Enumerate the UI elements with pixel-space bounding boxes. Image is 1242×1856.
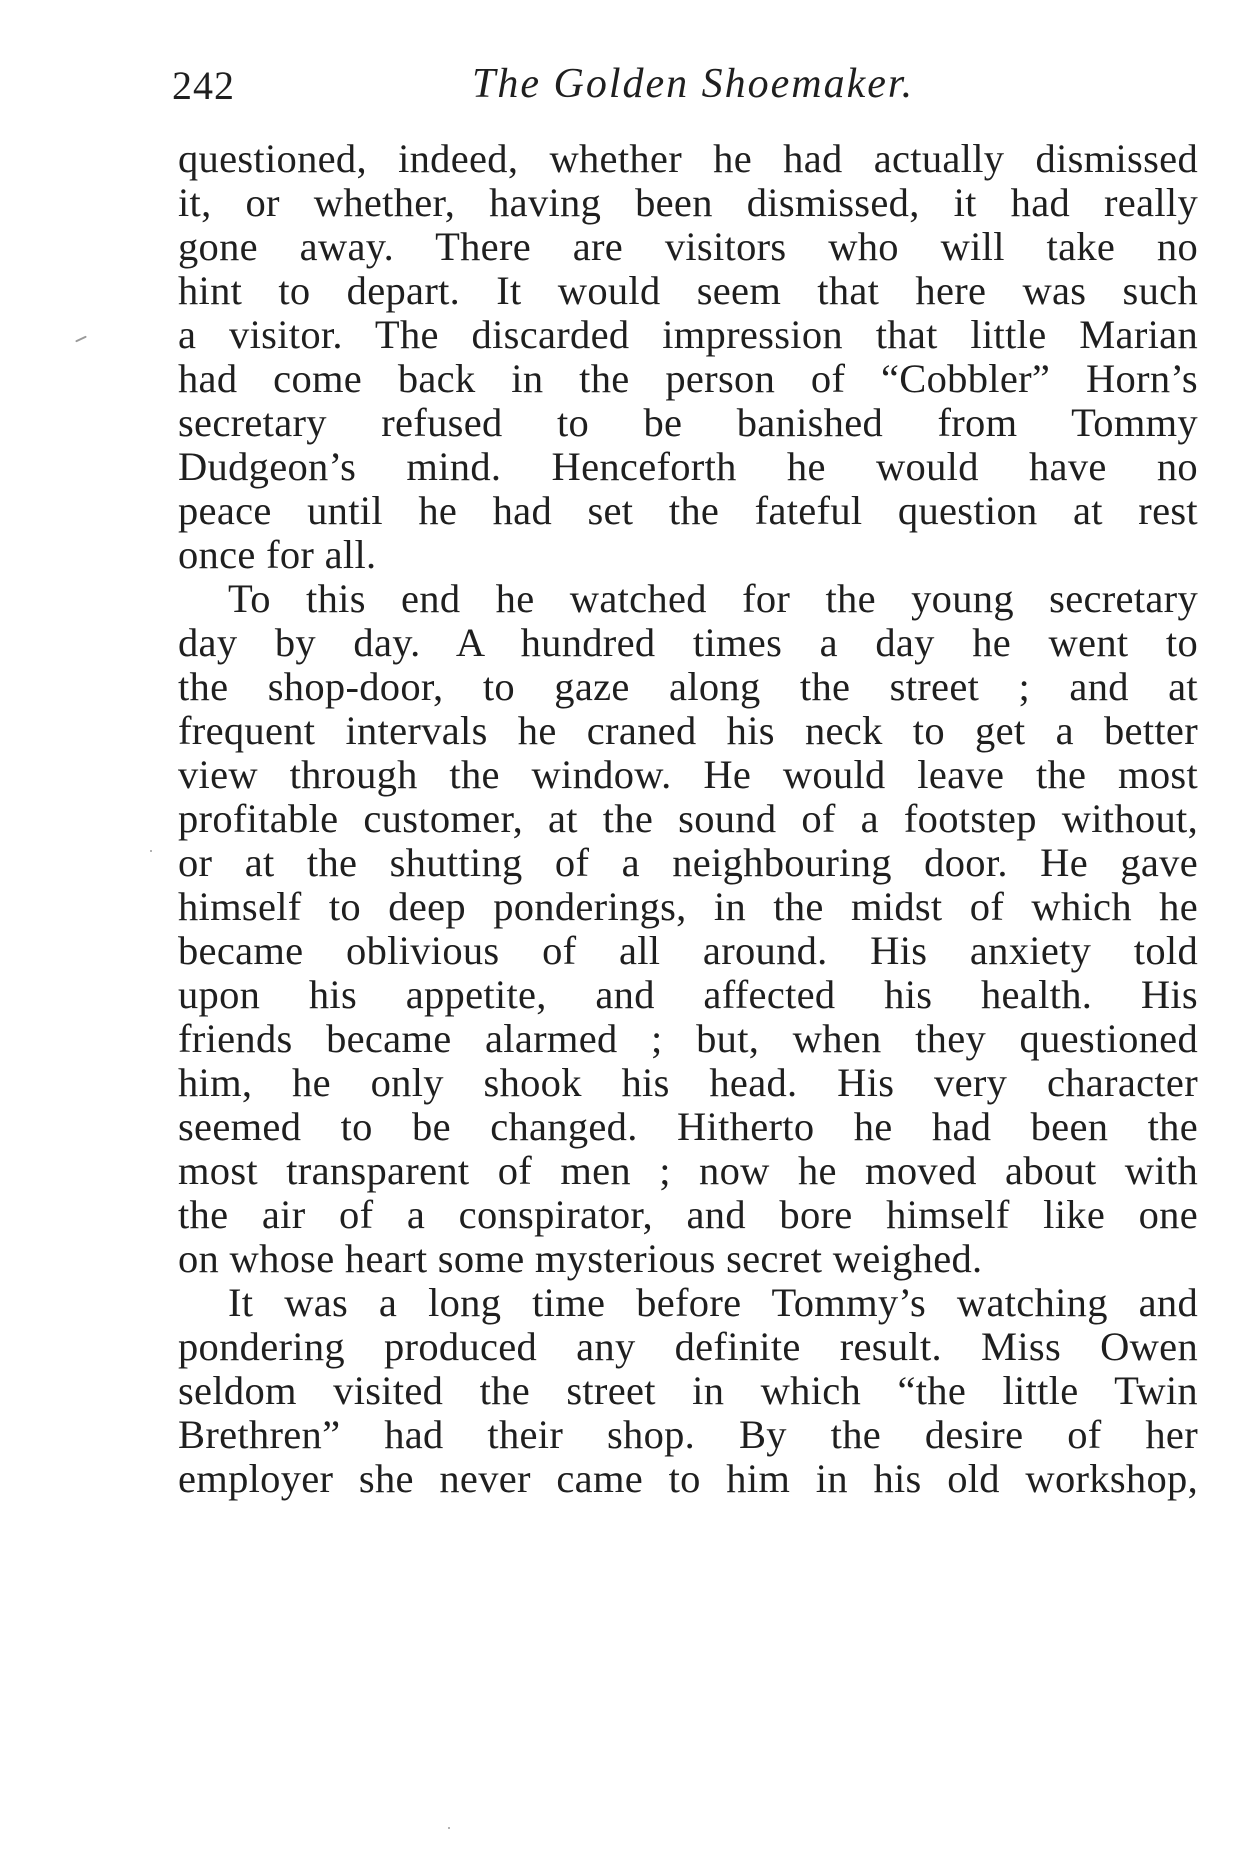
text-line: frequent intervals he craned his neck to get a better xyxy=(178,708,1198,753)
text-line: had come back in the person of “Cobbler” Horn’s xyxy=(178,356,1198,401)
paper-speck xyxy=(75,336,87,343)
text-line: on whose heart some mysterious secret weighed. xyxy=(178,1236,983,1281)
text-line: pondering produced any definite result. Miss Owen xyxy=(178,1324,1198,1369)
text-line: Dudgeon’s mind. Henceforth he would have no xyxy=(178,444,1198,489)
text-line: questioned, indeed, whether he had actually dismissed xyxy=(178,136,1198,181)
text-line: profitable customer, at the sound of a footstep without, xyxy=(178,796,1198,841)
text-line: peace until he had set the fateful question at rest xyxy=(178,488,1198,533)
text-line: gone away. There are visitors who will take no xyxy=(178,224,1198,269)
text-line: To this end he watched for the young secretary xyxy=(228,576,1198,621)
text-line: secretary refused to be banished from Tommy xyxy=(178,400,1198,445)
text-line: the air of a conspirator, and bore himself like one xyxy=(178,1192,1198,1237)
page-number: 242 xyxy=(172,63,235,108)
text-line: most transparent of men ; now he moved about with xyxy=(178,1148,1198,1193)
text-line: upon his appetite, and affected his health. His xyxy=(178,972,1198,1017)
text-line: became oblivious of all around. His anxiety told xyxy=(178,928,1198,973)
text-line: the shop-door, to gaze along the street ; and at xyxy=(178,664,1198,709)
paper-speck xyxy=(150,850,152,852)
text-line: hint to depart. It would seem that here was such xyxy=(178,268,1198,313)
text-line: a visitor. The discarded impression that little Marian xyxy=(178,312,1198,357)
text-line: him, he only shook his head. His very character xyxy=(178,1060,1198,1105)
text-line: or at the shutting of a neighbouring door. He gave xyxy=(178,840,1198,885)
text-line: Brethren” had their shop. By the desire of her xyxy=(178,1412,1198,1457)
text-line: seemed to be changed. Hitherto he had been the xyxy=(178,1104,1198,1149)
text-line: friends became alarmed ; but, when they questioned xyxy=(178,1016,1198,1061)
paper-speck xyxy=(448,1827,450,1829)
page-header xyxy=(172,62,1192,118)
text-line: it, or whether, having been dismissed, it had really xyxy=(178,180,1198,225)
running-title: The Golden Shoemaker. xyxy=(472,61,915,107)
text-line: It was a long time before Tommy’s watching and xyxy=(228,1280,1198,1325)
text-line: employer she never came to him in his old workshop, xyxy=(178,1456,1198,1501)
text-line: seldom visited the street in which “the little Twin xyxy=(178,1368,1198,1413)
text-line: once for all. xyxy=(178,532,377,577)
text-line: day by day. A hundred times a day he went to xyxy=(178,620,1198,665)
text-line: himself to deep ponderings, in the midst of which he xyxy=(178,884,1198,929)
text-line: view through the window. He would leave the most xyxy=(178,752,1198,797)
